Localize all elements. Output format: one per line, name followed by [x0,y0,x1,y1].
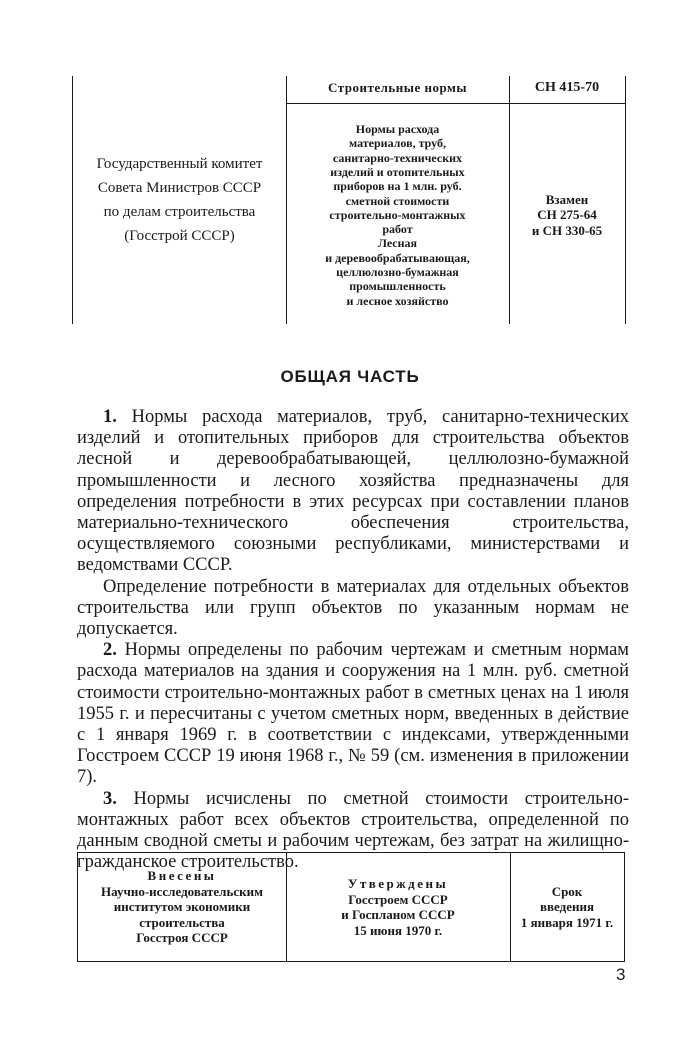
committee-name: Государственный комитет Совета Министров СССР по делам строительства (Госстрой СССР) [96,156,263,244]
header-rule [286,103,625,104]
paragraph: Определение потребности в материалах для отдельных объектов строительства или групп объектов по указанным нормам не допускается. [77,576,629,640]
replaces-note: Взамен СН 275-64 и СН 330-65 [531,191,603,238]
standards-label: Строительные нормы [328,80,467,95]
document-code: СН 415-70 [534,80,600,95]
effective-date: Срок введения 1 января 1971 г. [520,883,614,930]
paragraph: 2. Нормы определены по рабочим чертежам и сметным нормам расхода материалов на здания и сооружения на 1 млн. руб. сметной стоимости строительно-монтажных работ в сметных ценах на 1 июля 1955 г. и пересчитаны с учетом сметных норм, введенных в действие с 1 января 1969 г. в соответствии с индексами, утвержденными Госстроем СССР 19 июня 1968 г., № 59 (см. изменения в приложении 7). [77,640,629,788]
approved-by: Утверждены Госстроем СССР и Госпланом СССР 15 июня 1970 г. [341,876,455,938]
submitted-by: Внесены Научно-исследовательским институтом экономики строительства Госстроя СССР [101,868,263,946]
body-text [77,407,629,873]
norms-title: Нормы расхода материалов, труб, санитарно-технических изделий и отопительных приборов на 1 млн. руб. сметной стоимости строительно-монтажных работ Лесная и деревообрабатывающая, целлюлозно-бумажная промышленность и лесное хозяйство [325,122,470,308]
section-title: ОБЩАЯ ЧАСТЬ [280,367,420,386]
paragraph: 1. Нормы расхода материалов, труб, санитарно-технических изделий и отопительных приборов для строительства объектов лесной и деревообрабатывающей, целлюлозно-бумажной промышленности и лесного хозяйства предназначены для определения потребности в этих ресурсах при составлении планов материально-технического обеспечения строительства, осуществляемого союзными республиками, министерствами и ведомствами СССР. [77,407,629,576]
header-table [72,76,626,324]
paragraph: 3. Нормы исчислены по сметной стоимости строительно-монтажных работ всех объектов строительства, определенной по данным сводной сметы и рабочим чертежам, без затрат на жилищно-гражданское строительство. [77,788,629,873]
footer-table [77,852,625,962]
page-number: 3 [616,965,626,984]
